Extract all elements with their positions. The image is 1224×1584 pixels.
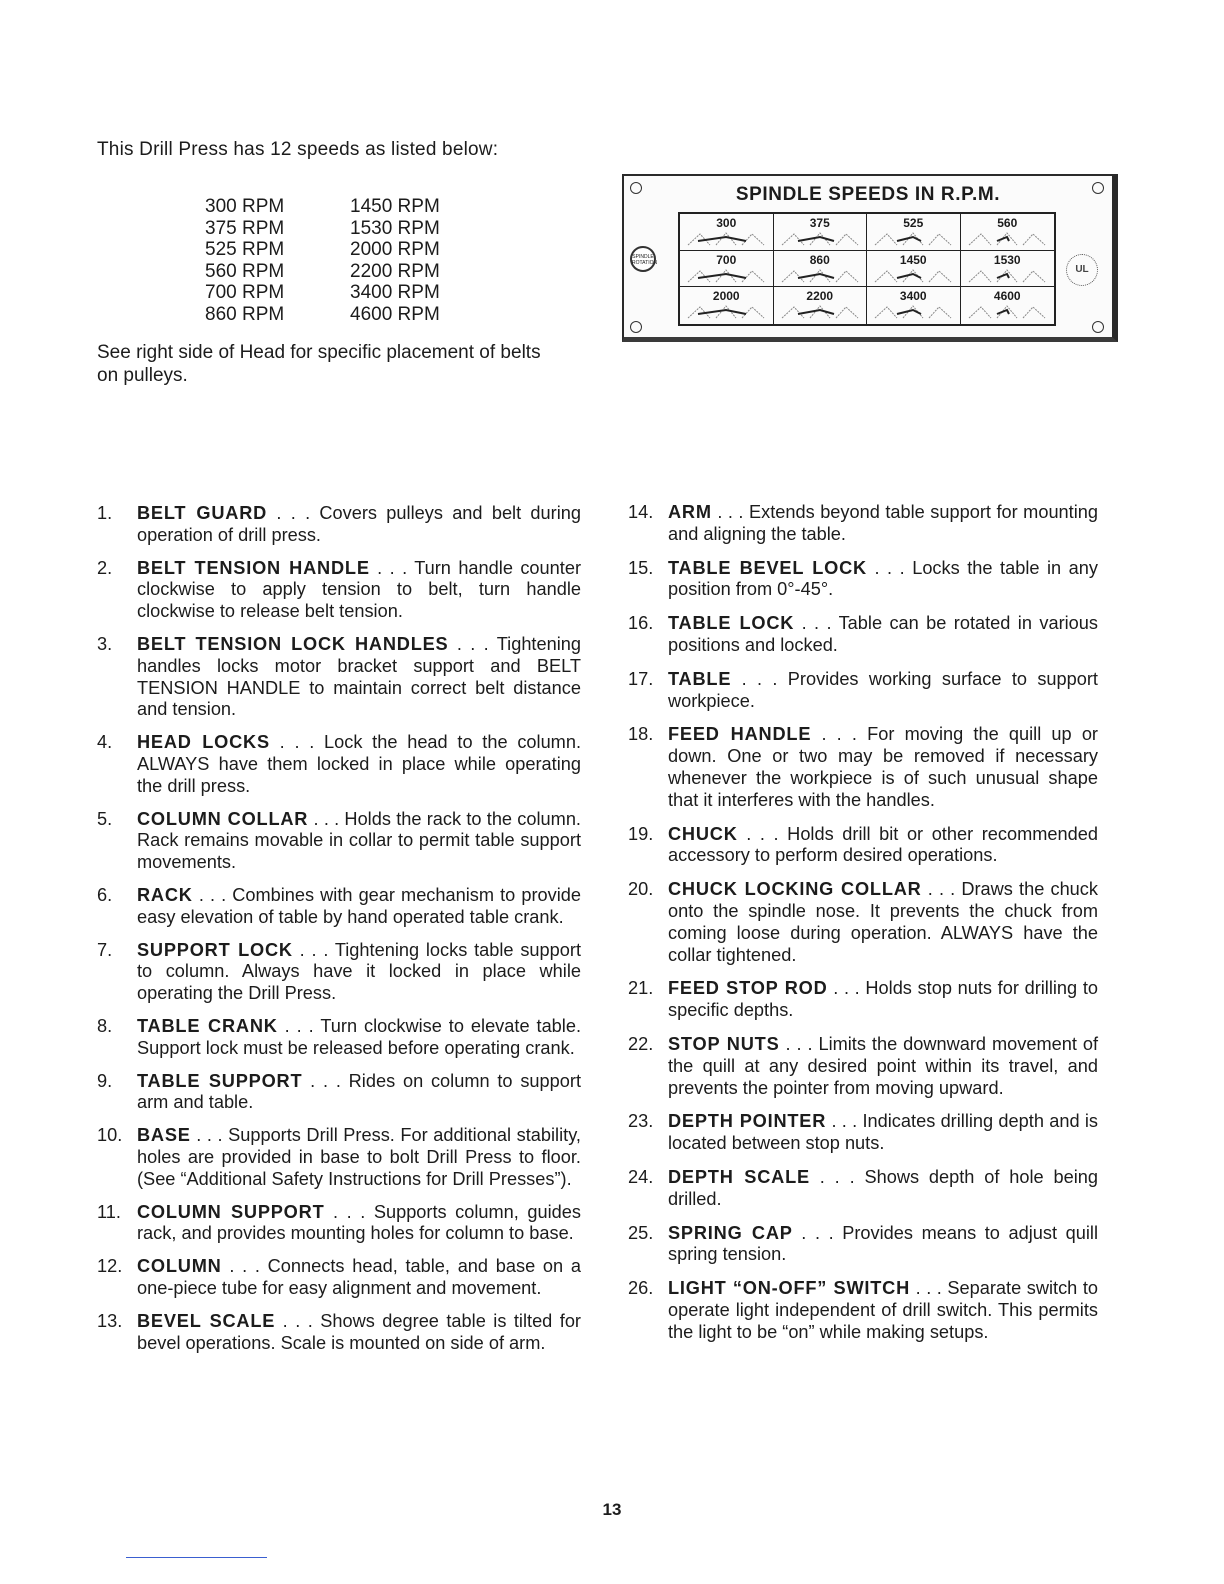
part-item: [97, 1016, 581, 1060]
speed-value: 375: [809, 216, 830, 230]
page-number: 13: [602, 1500, 622, 1519]
part-term: FEED STOP ROD: [668, 978, 828, 999]
parts-list-right: [628, 502, 1098, 1344]
part-item: [628, 1111, 1098, 1155]
part-text: [137, 1016, 581, 1060]
part-number: 8.: [97, 1015, 113, 1036]
part-number: 9.: [97, 1070, 113, 1091]
part-term: TABLE CRANK: [137, 1015, 278, 1036]
part-number: 23.: [628, 1111, 654, 1132]
part-item: [97, 558, 581, 623]
part-number: 6.: [97, 884, 113, 905]
part-description: . . . Extends beyond table support for mounting and aligning the table.: [668, 502, 1098, 544]
part-number: 14.: [628, 502, 654, 522]
part-description: . . . Holds drill bit or other recommended accessory to perform desired operations.: [668, 823, 1098, 866]
spindle-rotation-icon: SPINDLE ROTATION: [630, 246, 656, 272]
part-term: TABLE LOCK: [668, 613, 795, 634]
parts-list-left: [97, 503, 581, 1354]
part-term: COLUMN COLLAR: [137, 808, 309, 829]
intro-paragraph: This Drill Press has 12 speeds as listed below:: [97, 139, 499, 160]
part-number: 18.: [628, 724, 654, 745]
speed-item: 2200 RPM: [350, 260, 440, 282]
part-number: 12.: [97, 1256, 123, 1277]
part-description: . . . Provides means to adjust quill spring tension.: [668, 1222, 1098, 1265]
speed-grid: [678, 212, 1056, 326]
part-number: 21.: [628, 978, 654, 999]
part-item: [97, 1256, 581, 1300]
pulley-belt-icon: [780, 268, 860, 284]
speed-value: 2200: [806, 289, 834, 304]
part-term: LIGHT “ON-OFF” SWITCH: [668, 1278, 911, 1299]
part-item: [628, 724, 1098, 811]
part-text: [668, 824, 1098, 868]
part-term: SUPPORT LOCK: [137, 939, 293, 960]
part-description: . . . Combines with gear mechanism to provide easy elevation of table by hand operated table crank.: [137, 884, 581, 927]
part-description: . . . Indicates drilling depth and is located between stop nuts.: [668, 1111, 1098, 1154]
part-description: . . . For moving the quill up or down. One or two may be removed if necessary whenever the workpiece is of such unusual shape that it interferes with the handles.: [668, 724, 1098, 810]
part-item: [97, 503, 581, 547]
pulley-belt-icon: [873, 268, 953, 284]
speed-value: 1530: [993, 252, 1021, 267]
speed-list-right: [350, 196, 460, 326]
part-description: . . . Turn clockwise to elevate table. Support lock must be released before operating crank.: [137, 1015, 582, 1058]
part-description: . . . Holds the rack to the column. Rack remains movable in collar to permit table support movements.: [137, 808, 581, 873]
speed-list: [205, 196, 460, 326]
part-term: TABLE BEVEL LOCK: [668, 557, 867, 578]
part-description: . . . Supports Drill Press. For additional stability, holes are provided in base to bolt Drill Press to floor. (See “Additional Safety Instructions for Drill Presses”).: [137, 1125, 581, 1189]
part-text: [668, 978, 1098, 1022]
part-item: [97, 809, 581, 874]
part-number: 11.: [97, 1201, 121, 1222]
part-item: [628, 1278, 1098, 1343]
part-term: BELT GUARD: [137, 503, 268, 523]
part-description: . . . Table can be rotated in various positions and locked.: [668, 613, 1098, 655]
spindle-speeds-plate: [622, 174, 1118, 342]
part-item: [97, 634, 581, 721]
speed-item: 1450 RPM: [350, 196, 440, 217]
pulley-belt-icon: [873, 304, 953, 320]
part-number: 2.: [97, 557, 113, 578]
speed-item: 1530 RPM: [350, 217, 440, 239]
speed-cell: [774, 251, 868, 288]
speed-cell: [867, 251, 961, 288]
part-description: . . . Provides working surface to support workpiece.: [668, 668, 1098, 711]
part-item: [97, 1202, 581, 1246]
part-number: 26.: [628, 1278, 654, 1299]
part-text: [137, 1202, 581, 1246]
part-term: COLUMN: [137, 1256, 222, 1277]
part-description: . . . Rides on column to support arm and table.: [137, 1070, 581, 1113]
pulley-belt-icon: [967, 304, 1047, 320]
speed-item: 525 RPM: [205, 239, 285, 261]
part-text: [137, 1256, 581, 1300]
part-number: 17.: [628, 668, 654, 689]
part-description: . . . Connects head, table, and base on a one-piece tube for easy alignment and movement.: [137, 1256, 581, 1298]
part-description: . . . Holds stop nuts for drilling to specific depths.: [668, 978, 1098, 1021]
part-description: . . . Locks the table in any position from 0°-45°.: [668, 557, 1098, 600]
speed-value: 700: [716, 252, 737, 267]
speed-item: 2000 RPM: [350, 239, 440, 261]
speed-item: 700 RPM: [205, 282, 285, 304]
part-text: [668, 613, 1098, 657]
speed-item: 375 RPM: [205, 217, 285, 239]
part-term: COLUMN SUPPORT: [137, 1201, 325, 1222]
part-text: [137, 1125, 581, 1190]
footer-rule: [126, 1557, 267, 1558]
part-number: 4.: [97, 732, 113, 753]
speed-cell: [961, 287, 1055, 324]
part-number: 19.: [628, 823, 654, 844]
part-term: TABLE: [668, 668, 732, 689]
part-text: [137, 885, 581, 929]
part-item: [97, 940, 581, 1005]
part-term: CHUCK LOCKING COLLAR: [668, 879, 922, 900]
part-term: FEED HANDLE: [668, 724, 812, 745]
speed-value: 560: [997, 216, 1018, 230]
part-item: [628, 613, 1098, 657]
part-term: ARM: [668, 502, 712, 522]
part-text: [668, 502, 1098, 546]
speed-value: 4600: [993, 289, 1021, 304]
part-number: 5.: [97, 808, 113, 829]
part-item: [97, 1311, 581, 1355]
part-item: [628, 978, 1098, 1022]
part-description: . . . Shows depth of hole being drilled.: [668, 1166, 1098, 1209]
speed-item: 4600 RPM: [350, 303, 440, 325]
speed-value: 860: [809, 252, 830, 267]
part-text: [668, 1278, 1098, 1343]
part-term: TABLE SUPPORT: [137, 1070, 303, 1091]
part-description: . . . Limits the downward movement of the quill at any desired point within its travel, and prevents the pointer from moving upward.: [668, 1033, 1098, 1098]
part-description: . . . Turn handle counter clockwise to apply tension to belt, turn handle clockwise to release belt tension.: [137, 557, 582, 622]
part-item: [628, 1223, 1098, 1267]
part-item: [628, 1167, 1098, 1211]
part-description: . . . Shows degree table is tilted for bevel operations. Scale is mounted on side of arm.: [137, 1310, 581, 1353]
speed-cell: [961, 214, 1055, 251]
speed-item: 560 RPM: [205, 260, 285, 282]
part-number: 3.: [97, 633, 113, 654]
part-text: [137, 940, 581, 1005]
speed-value: 3400: [899, 289, 927, 304]
part-term: HEAD LOCKS: [137, 732, 270, 753]
part-term: BEVEL SCALE: [137, 1310, 276, 1331]
part-text: [668, 1111, 1098, 1155]
part-term: BASE: [137, 1125, 191, 1146]
part-text: [137, 1071, 581, 1115]
part-number: 15.: [628, 557, 654, 578]
part-text: [137, 732, 581, 797]
part-text: [668, 669, 1098, 713]
part-term: DEPTH POINTER: [668, 1111, 827, 1132]
part-number: 1.: [97, 503, 113, 523]
part-text: [137, 558, 581, 623]
pulley-belt-icon: [686, 304, 766, 320]
part-number: 22.: [628, 1033, 654, 1054]
part-item: [97, 1071, 581, 1115]
speed-cell: [867, 287, 961, 324]
part-number: 20.: [628, 879, 654, 900]
speed-cell: [680, 287, 774, 324]
speed-item: 860 RPM: [205, 303, 285, 325]
screw-icon: [630, 321, 642, 333]
part-description: . . . Draws the chuck onto the spindle nose. It prevents the chuck from coming loose during operation. ALWAYS have the collar tightened.: [668, 879, 1098, 965]
part-item: [97, 885, 581, 929]
part-number: 7.: [97, 939, 113, 960]
part-text: [137, 503, 581, 547]
speed-cell: [961, 251, 1055, 288]
speed-cell: [867, 214, 961, 251]
speed-list-left: [205, 196, 350, 326]
speed-value: 2000: [712, 289, 740, 304]
part-text: [668, 724, 1098, 811]
screw-icon: [1092, 321, 1104, 333]
speed-cell: [680, 251, 774, 288]
part-description: . . . Separate switch to operate light independent of drill switch. This permits the light to be “on” while making setups.: [668, 1278, 1098, 1342]
part-text: [668, 1167, 1098, 1211]
part-text: [137, 634, 581, 721]
part-item: [628, 502, 1098, 546]
speed-cell: [774, 287, 868, 324]
pulley-belt-icon: [967, 231, 1047, 247]
part-text: [668, 558, 1098, 602]
pulley-belt-icon: [780, 304, 860, 320]
speed-value: 1450: [899, 252, 927, 267]
speed-item: 3400 RPM: [350, 282, 440, 304]
speed-cell: [680, 214, 774, 251]
part-item: [628, 879, 1098, 966]
part-number: 16.: [628, 613, 654, 634]
part-number: 13.: [97, 1310, 123, 1331]
part-term: BELT TENSION LOCK HANDLES: [137, 633, 449, 654]
speed-value: 300: [716, 216, 737, 230]
speed-cell: [774, 214, 868, 251]
part-term: SPRING CAP: [668, 1222, 793, 1243]
part-number: 10.: [97, 1125, 123, 1146]
plate-title: SPINDLE SPEEDS IN R.P.M.: [735, 184, 1001, 205]
part-term: DEPTH SCALE: [668, 1166, 810, 1187]
ul-mark-icon: UL: [1066, 254, 1098, 286]
speed-value: 525: [903, 216, 924, 230]
part-term: BELT TENSION HANDLE: [137, 557, 370, 578]
pulley-belt-icon: [686, 231, 766, 247]
speed-item: 300 RPM: [205, 196, 285, 217]
part-text: [668, 1223, 1098, 1267]
belt-placement-note: See right side of Head for specific placement of belts on pulleys.: [97, 342, 541, 386]
part-item: [628, 558, 1098, 602]
part-text: [668, 1034, 1098, 1099]
part-description: . . . Lock the head to the column. ALWAYS have them locked in place while operating the drill press.: [137, 732, 582, 796]
part-term: STOP NUTS: [668, 1033, 780, 1054]
part-term: CHUCK: [668, 823, 738, 844]
pulley-belt-icon: [873, 231, 953, 247]
part-item: [628, 824, 1098, 868]
part-text: [137, 1311, 581, 1355]
part-term: RACK: [137, 884, 193, 905]
part-item: [97, 1125, 581, 1190]
part-item: [628, 669, 1098, 713]
part-description: . . . Covers pulleys and belt during operation of drill press.: [137, 503, 581, 545]
part-item: [97, 732, 581, 797]
part-text: [137, 809, 581, 874]
part-number: 24.: [628, 1166, 654, 1187]
part-item: [628, 1034, 1098, 1099]
part-description: . . . Tightening locks table support to column. Always have it locked in place while operating the Drill Press.: [137, 939, 581, 1004]
pulley-belt-icon: [686, 268, 766, 284]
pulley-belt-icon: [780, 231, 860, 247]
part-text: [668, 879, 1098, 966]
part-description: . . . Tightening handles locks motor bracket support and BELT TENSION HANDLE to maintain correct belt distance and tension.: [137, 633, 581, 720]
pulley-belt-icon: [967, 268, 1047, 284]
part-description: . . . Supports column, guides rack, and provides mounting holes for column to base.: [137, 1201, 581, 1244]
part-number: 25.: [628, 1222, 654, 1243]
